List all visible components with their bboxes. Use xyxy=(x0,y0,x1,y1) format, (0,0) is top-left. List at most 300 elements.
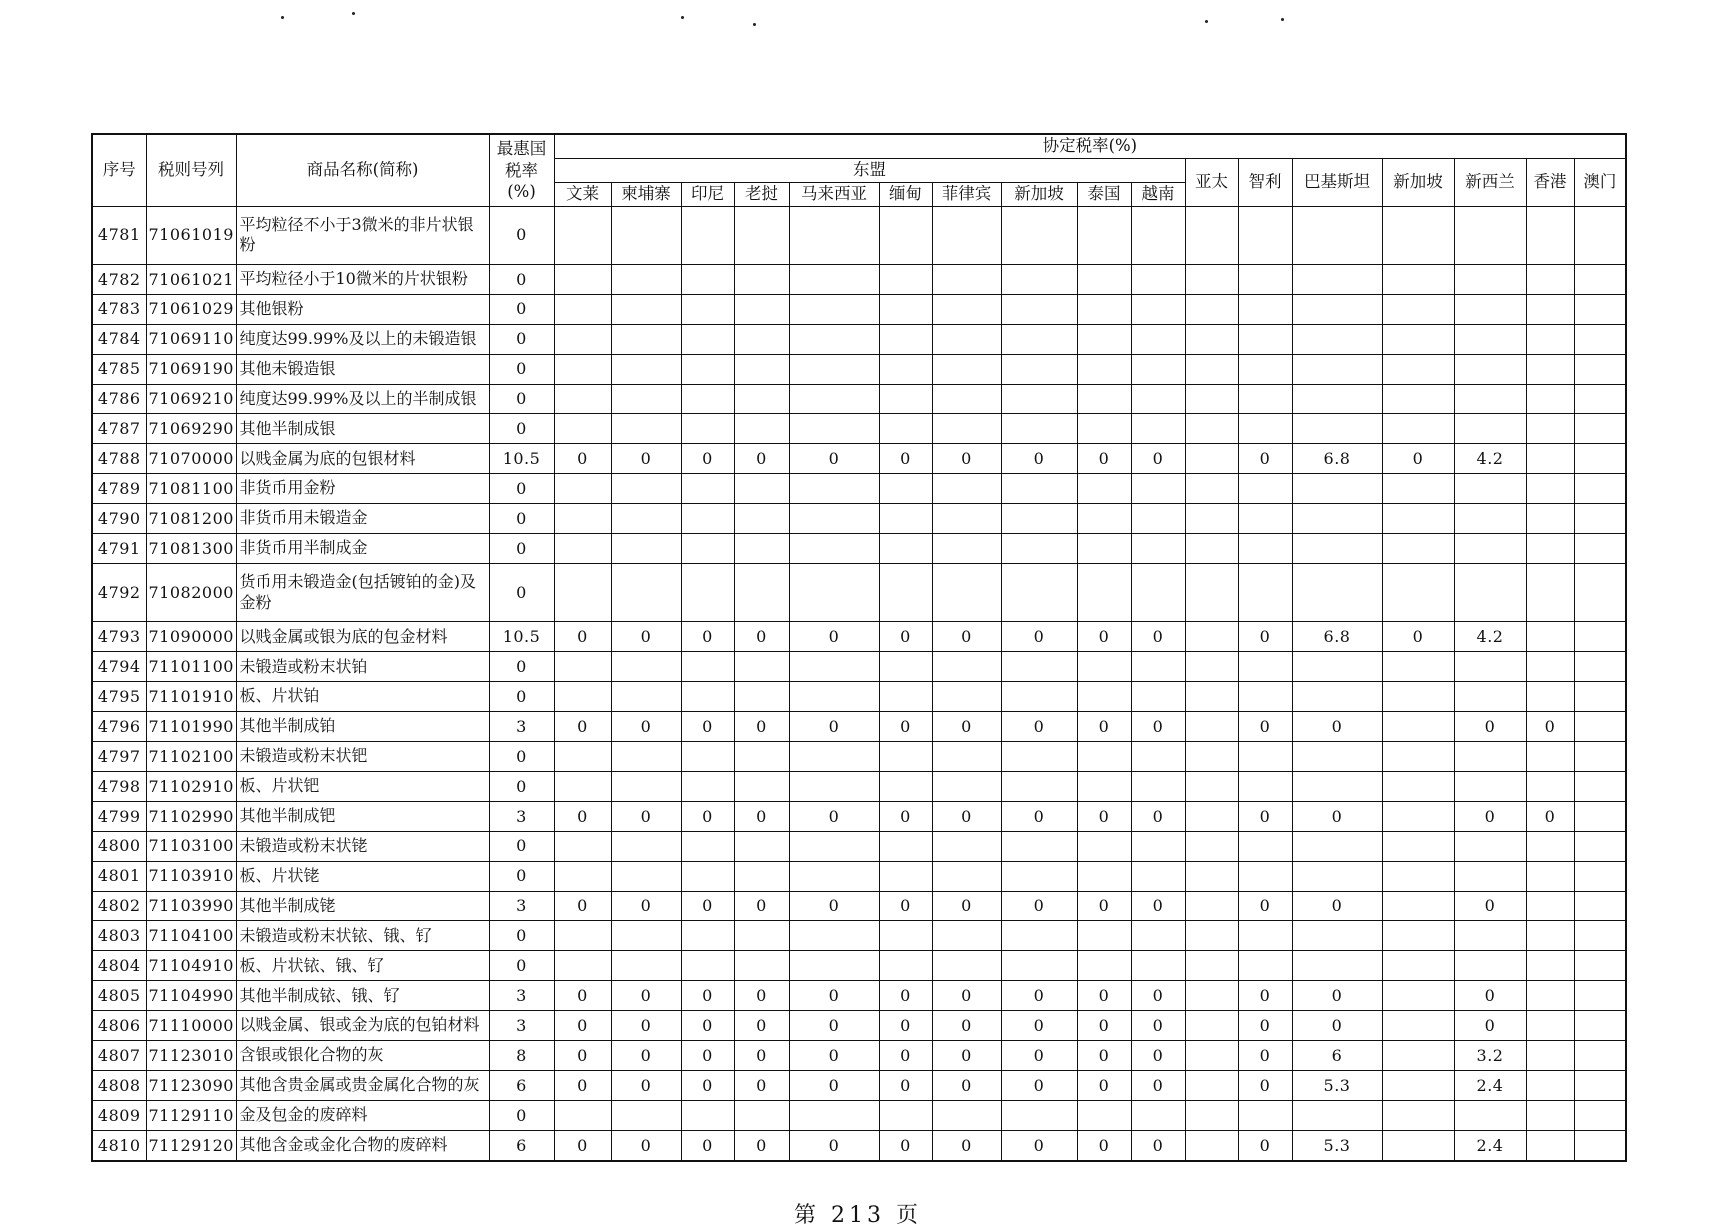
row-seq: 4801 xyxy=(92,861,146,891)
row-mfn-rate: 0 xyxy=(489,534,554,564)
row-asean-rate xyxy=(1001,921,1077,951)
row-mfn-rate: 0 xyxy=(489,682,554,712)
row-asean-rate: 0 xyxy=(879,1041,932,1071)
row-asean-rate: 0 xyxy=(932,801,1001,831)
row-mfn-rate: 3 xyxy=(489,801,554,831)
row-other-rate xyxy=(1238,504,1292,534)
row-name: 金及包金的废碎料 xyxy=(236,1100,489,1130)
row-code: 71104100 xyxy=(146,921,236,951)
row-asean-rate: 0 xyxy=(1077,712,1131,742)
row-other-rate xyxy=(1574,771,1626,801)
row-asean-rate xyxy=(1001,682,1077,712)
row-other-rate xyxy=(1526,1100,1574,1130)
row-seq: 4794 xyxy=(92,652,146,682)
row-seq: 4786 xyxy=(92,384,146,414)
row-asean-rate xyxy=(932,1100,1001,1130)
row-code: 71069190 xyxy=(146,354,236,384)
row-other-rate: 0 xyxy=(1238,1130,1292,1161)
row-other-rate xyxy=(1238,563,1292,621)
row-asean-rate xyxy=(879,474,932,504)
row-other-rate: 0 xyxy=(1238,891,1292,921)
row-asean-rate xyxy=(789,534,879,564)
header-code: 税则号列 xyxy=(146,134,236,206)
row-other-rate xyxy=(1292,414,1382,444)
row-other-rate: 4.2 xyxy=(1454,622,1526,652)
row-other-rate xyxy=(1185,294,1238,324)
row-asean-rate xyxy=(554,324,611,354)
row-asean-rate xyxy=(879,1100,932,1130)
row-seq: 4808 xyxy=(92,1071,146,1101)
row-asean-rate: 0 xyxy=(681,891,734,921)
row-other-rate: 0 xyxy=(1454,801,1526,831)
row-asean-rate xyxy=(1077,206,1131,264)
row-asean-rate xyxy=(1077,414,1131,444)
row-asean-rate xyxy=(789,206,879,264)
row-asean-rate xyxy=(789,384,879,414)
row-asean-rate xyxy=(932,384,1001,414)
row-asean-rate xyxy=(554,921,611,951)
row-asean-rate xyxy=(734,951,789,981)
header-asean-member-3: 老挝 xyxy=(734,182,789,206)
row-asean-rate xyxy=(681,921,734,951)
row-other-rate xyxy=(1382,1130,1454,1161)
row-asean-rate xyxy=(1001,534,1077,564)
row-asean-rate xyxy=(611,771,681,801)
row-asean-rate xyxy=(1131,504,1185,534)
row-other-rate xyxy=(1185,444,1238,474)
row-mfn-rate: 0 xyxy=(489,652,554,682)
row-asean-rate xyxy=(681,384,734,414)
row-asean-rate: 0 xyxy=(734,444,789,474)
row-code: 71061019 xyxy=(146,206,236,264)
row-asean-rate: 0 xyxy=(879,1071,932,1101)
header-name: 商品名称(简称) xyxy=(236,134,489,206)
row-asean-rate: 0 xyxy=(681,712,734,742)
row-other-rate xyxy=(1454,682,1526,712)
row-asean-rate xyxy=(734,474,789,504)
row-other-rate xyxy=(1292,474,1382,504)
row-other-rate xyxy=(1574,1041,1626,1071)
row-asean-rate xyxy=(1077,384,1131,414)
row-asean-rate: 0 xyxy=(1131,444,1185,474)
row-code: 71069210 xyxy=(146,384,236,414)
row-other-rate xyxy=(1292,831,1382,861)
row-asean-rate: 0 xyxy=(932,712,1001,742)
row-other-rate xyxy=(1382,414,1454,444)
row-other-rate xyxy=(1574,831,1626,861)
table-row xyxy=(92,652,1626,682)
row-code: 71129120 xyxy=(146,1130,236,1161)
row-seq: 4802 xyxy=(92,891,146,921)
row-seq: 4810 xyxy=(92,1130,146,1161)
tariff-table xyxy=(91,133,1627,1162)
row-other-rate: 0 xyxy=(1292,1011,1382,1041)
row-other-rate xyxy=(1574,384,1626,414)
row-asean-rate xyxy=(879,534,932,564)
row-asean-rate: 0 xyxy=(1077,622,1131,652)
row-asean-rate xyxy=(932,771,1001,801)
row-other-rate xyxy=(1238,414,1292,444)
row-other-rate xyxy=(1574,921,1626,951)
row-asean-rate xyxy=(932,742,1001,772)
row-asean-rate: 0 xyxy=(681,1071,734,1101)
row-asean-rate xyxy=(879,354,932,384)
row-asean-rate: 0 xyxy=(1001,1041,1077,1071)
row-name: 平均粒径不小于3微米的非片状银粉 xyxy=(236,206,489,264)
row-asean-rate xyxy=(554,771,611,801)
row-other-rate xyxy=(1185,742,1238,772)
row-code: 71103910 xyxy=(146,861,236,891)
table-row xyxy=(92,1041,1626,1071)
row-asean-rate: 0 xyxy=(681,444,734,474)
row-asean-rate xyxy=(879,264,932,294)
row-code: 71110000 xyxy=(146,1011,236,1041)
row-other-rate: 6.8 xyxy=(1292,622,1382,652)
row-other-rate xyxy=(1185,264,1238,294)
row-asean-rate: 0 xyxy=(554,1071,611,1101)
row-asean-rate: 0 xyxy=(681,981,734,1011)
row-other-rate xyxy=(1292,264,1382,294)
row-code: 71081200 xyxy=(146,504,236,534)
row-asean-rate: 0 xyxy=(554,891,611,921)
row-asean-rate xyxy=(554,652,611,682)
row-other-rate xyxy=(1526,682,1574,712)
row-other-rate xyxy=(1382,1100,1454,1130)
row-other-rate xyxy=(1574,1071,1626,1101)
row-other-rate xyxy=(1185,563,1238,621)
row-asean-rate xyxy=(932,534,1001,564)
table-row xyxy=(92,1130,1626,1161)
row-name: 其他半制成银 xyxy=(236,414,489,444)
row-other-rate xyxy=(1185,831,1238,861)
row-other-rate xyxy=(1526,981,1574,1011)
row-asean-rate xyxy=(1077,861,1131,891)
row-code: 71081100 xyxy=(146,474,236,504)
row-asean-rate xyxy=(932,831,1001,861)
row-seq: 4807 xyxy=(92,1041,146,1071)
row-asean-rate xyxy=(734,354,789,384)
row-asean-rate xyxy=(1077,474,1131,504)
row-asean-rate xyxy=(1131,324,1185,354)
row-other-rate xyxy=(1185,682,1238,712)
row-other-rate: 0 xyxy=(1454,981,1526,1011)
row-name: 其他半制成铑 xyxy=(236,891,489,921)
row-other-rate xyxy=(1382,682,1454,712)
table-row xyxy=(92,1011,1626,1041)
row-asean-rate: 0 xyxy=(1001,891,1077,921)
row-mfn-rate: 0 xyxy=(489,921,554,951)
row-mfn-rate: 0 xyxy=(489,861,554,891)
row-other-rate xyxy=(1454,206,1526,264)
row-name: 平均粒径小于10微米的片状银粉 xyxy=(236,264,489,294)
row-asean-rate: 0 xyxy=(734,1011,789,1041)
row-asean-rate: 0 xyxy=(734,891,789,921)
row-code: 71103100 xyxy=(146,831,236,861)
row-asean-rate: 0 xyxy=(1131,891,1185,921)
row-asean-rate xyxy=(681,206,734,264)
row-other-rate xyxy=(1292,504,1382,534)
row-other-rate: 5.3 xyxy=(1292,1130,1382,1161)
row-asean-rate xyxy=(789,563,879,621)
row-asean-rate xyxy=(734,652,789,682)
row-other-rate xyxy=(1185,384,1238,414)
row-asean-rate: 0 xyxy=(734,712,789,742)
row-asean-rate xyxy=(932,921,1001,951)
row-other-rate: 0 xyxy=(1526,712,1574,742)
row-other-rate xyxy=(1574,206,1626,264)
table-row xyxy=(92,712,1626,742)
scan-speck xyxy=(681,16,684,19)
row-other-rate xyxy=(1454,861,1526,891)
row-other-rate xyxy=(1238,534,1292,564)
row-other-rate xyxy=(1185,801,1238,831)
row-asean-rate xyxy=(789,921,879,951)
table-row xyxy=(92,1071,1626,1101)
row-other-rate xyxy=(1574,1011,1626,1041)
header-asean-member-2: 印尼 xyxy=(681,182,734,206)
row-asean-rate xyxy=(734,682,789,712)
row-other-rate xyxy=(1526,921,1574,951)
row-name: 其他半制成铂 xyxy=(236,712,489,742)
row-asean-rate xyxy=(789,1100,879,1130)
row-other-rate xyxy=(1382,563,1454,621)
row-asean-rate: 0 xyxy=(554,1130,611,1161)
row-asean-rate xyxy=(734,414,789,444)
row-name: 以贱金属或银为底的包金材料 xyxy=(236,622,489,652)
header-asean-member-5: 缅甸 xyxy=(879,182,932,206)
row-other-rate xyxy=(1526,771,1574,801)
row-name: 板、片状铱、锇、钌 xyxy=(236,951,489,981)
row-name: 纯度达99.99%及以上的未锻造银 xyxy=(236,324,489,354)
row-asean-rate xyxy=(879,504,932,534)
row-other-rate xyxy=(1382,474,1454,504)
row-other-rate xyxy=(1574,294,1626,324)
row-asean-rate xyxy=(611,354,681,384)
row-asean-rate xyxy=(1001,294,1077,324)
row-asean-rate: 0 xyxy=(1077,1041,1131,1071)
row-asean-rate: 0 xyxy=(932,981,1001,1011)
row-asean-rate: 0 xyxy=(789,712,879,742)
row-asean-rate: 0 xyxy=(734,801,789,831)
table-row xyxy=(92,534,1626,564)
row-mfn-rate: 10.5 xyxy=(489,444,554,474)
row-asean-rate: 0 xyxy=(1131,1041,1185,1071)
row-other-rate xyxy=(1238,1100,1292,1130)
row-other-rate: 0 xyxy=(1292,712,1382,742)
row-other-rate xyxy=(1574,891,1626,921)
row-asean-rate xyxy=(1001,504,1077,534)
row-seq: 4797 xyxy=(92,742,146,772)
row-asean-rate xyxy=(932,354,1001,384)
row-other-rate xyxy=(1185,771,1238,801)
row-asean-rate: 0 xyxy=(789,1071,879,1101)
row-seq: 4787 xyxy=(92,414,146,444)
row-name: 非货币用未锻造金 xyxy=(236,504,489,534)
row-other-rate xyxy=(1382,981,1454,1011)
row-asean-rate xyxy=(734,563,789,621)
row-asean-rate xyxy=(879,414,932,444)
row-other-rate: 5.3 xyxy=(1292,1071,1382,1101)
row-asean-rate: 0 xyxy=(1077,444,1131,474)
row-asean-rate xyxy=(932,563,1001,621)
row-other-rate xyxy=(1382,264,1454,294)
header-mfn-line2: 税率 xyxy=(505,160,538,180)
row-asean-rate: 0 xyxy=(789,1011,879,1041)
row-asean-rate xyxy=(734,324,789,354)
row-asean-rate xyxy=(1131,861,1185,891)
row-asean-rate xyxy=(554,206,611,264)
row-asean-rate: 0 xyxy=(789,444,879,474)
row-asean-rate xyxy=(789,354,879,384)
row-asean-rate: 0 xyxy=(932,444,1001,474)
row-other-rate xyxy=(1238,324,1292,354)
table-row xyxy=(92,861,1626,891)
row-other-rate xyxy=(1574,324,1626,354)
row-asean-rate: 0 xyxy=(554,1041,611,1071)
row-other-rate xyxy=(1574,712,1626,742)
row-other-rate xyxy=(1382,861,1454,891)
row-other-rate xyxy=(1526,831,1574,861)
row-asean-rate xyxy=(1001,742,1077,772)
row-asean-rate xyxy=(554,534,611,564)
table-row xyxy=(92,414,1626,444)
row-other-rate xyxy=(1185,921,1238,951)
row-other-rate: 0 xyxy=(1238,622,1292,652)
header-asean-member-7: 新加坡 xyxy=(1001,182,1077,206)
row-asean-rate xyxy=(1077,534,1131,564)
row-mfn-rate: 6 xyxy=(489,1130,554,1161)
row-asean-rate xyxy=(1131,294,1185,324)
row-other-rate xyxy=(1526,384,1574,414)
row-asean-rate: 0 xyxy=(611,1071,681,1101)
scan-speck xyxy=(753,23,756,26)
row-asean-rate xyxy=(681,951,734,981)
row-asean-rate xyxy=(879,771,932,801)
header-seq: 序号 xyxy=(92,134,146,206)
row-asean-rate: 0 xyxy=(879,1130,932,1161)
row-asean-rate xyxy=(611,861,681,891)
row-other-rate xyxy=(1574,622,1626,652)
row-asean-rate xyxy=(1077,682,1131,712)
row-asean-rate: 0 xyxy=(789,801,879,831)
row-other-rate xyxy=(1238,474,1292,504)
row-asean-rate xyxy=(681,264,734,294)
row-asean-rate: 0 xyxy=(932,1041,1001,1071)
row-asean-rate xyxy=(932,324,1001,354)
row-asean-rate xyxy=(789,414,879,444)
header-asean-member-1: 柬埔寨 xyxy=(611,182,681,206)
row-other-rate xyxy=(1382,504,1454,534)
row-code: 71061029 xyxy=(146,294,236,324)
row-name: 非货币用金粉 xyxy=(236,474,489,504)
header-other-5: 香港 xyxy=(1526,158,1574,206)
row-asean-rate xyxy=(932,414,1001,444)
row-asean-rate xyxy=(1131,474,1185,504)
row-other-rate xyxy=(1574,1130,1626,1161)
row-other-rate xyxy=(1382,384,1454,414)
row-asean-rate xyxy=(1001,354,1077,384)
table-row xyxy=(92,384,1626,414)
table-row xyxy=(92,354,1626,384)
row-other-rate xyxy=(1238,771,1292,801)
row-seq: 4783 xyxy=(92,294,146,324)
row-other-rate xyxy=(1292,294,1382,324)
row-other-rate xyxy=(1454,414,1526,444)
row-other-rate: 6.8 xyxy=(1292,444,1382,474)
row-asean-rate xyxy=(789,294,879,324)
row-asean-rate: 0 xyxy=(734,1071,789,1101)
header-asean-member-8: 泰国 xyxy=(1077,182,1131,206)
row-mfn-rate: 0 xyxy=(489,504,554,534)
row-other-rate xyxy=(1292,1100,1382,1130)
row-asean-rate xyxy=(879,324,932,354)
header-agreement-rate: 协定税率(%) xyxy=(554,134,1626,158)
row-name: 其他半制成铱、锇、钌 xyxy=(236,981,489,1011)
row-other-rate xyxy=(1382,294,1454,324)
table-row xyxy=(92,294,1626,324)
row-other-rate xyxy=(1526,563,1574,621)
row-asean-rate xyxy=(789,474,879,504)
row-asean-rate: 0 xyxy=(789,1130,879,1161)
row-asean-rate xyxy=(1131,206,1185,264)
row-asean-rate xyxy=(1001,1100,1077,1130)
row-other-rate xyxy=(1382,354,1454,384)
row-other-rate xyxy=(1526,206,1574,264)
row-other-rate xyxy=(1185,206,1238,264)
row-mfn-rate: 3 xyxy=(489,712,554,742)
row-mfn-rate: 3 xyxy=(489,981,554,1011)
row-asean-rate xyxy=(1001,414,1077,444)
row-asean-rate xyxy=(681,861,734,891)
row-other-rate xyxy=(1292,652,1382,682)
row-mfn-rate: 3 xyxy=(489,1011,554,1041)
row-asean-rate xyxy=(1077,264,1131,294)
row-code: 71101990 xyxy=(146,712,236,742)
row-other-rate xyxy=(1382,1041,1454,1071)
row-asean-rate xyxy=(611,206,681,264)
row-asean-rate xyxy=(681,563,734,621)
row-code: 71090000 xyxy=(146,622,236,652)
row-other-rate xyxy=(1238,354,1292,384)
row-other-rate xyxy=(1382,1071,1454,1101)
row-other-rate: 6 xyxy=(1292,1041,1382,1071)
row-other-rate: 0 xyxy=(1382,622,1454,652)
row-asean-rate: 0 xyxy=(611,1011,681,1041)
row-asean-rate xyxy=(932,264,1001,294)
row-other-rate xyxy=(1292,861,1382,891)
row-mfn-rate: 0 xyxy=(489,742,554,772)
row-other-rate xyxy=(1185,414,1238,444)
row-asean-rate xyxy=(611,831,681,861)
row-other-rate xyxy=(1382,534,1454,564)
row-name: 未锻造或粉末状钯 xyxy=(236,742,489,772)
row-asean-rate xyxy=(611,414,681,444)
row-other-rate: 0 xyxy=(1454,891,1526,921)
row-asean-rate xyxy=(734,861,789,891)
row-other-rate xyxy=(1292,682,1382,712)
row-asean-rate xyxy=(554,354,611,384)
table-row xyxy=(92,1100,1626,1130)
row-other-rate xyxy=(1238,264,1292,294)
row-other-rate xyxy=(1185,354,1238,384)
row-asean-rate xyxy=(879,682,932,712)
row-asean-rate xyxy=(789,951,879,981)
row-asean-rate xyxy=(789,831,879,861)
header-other-1: 智利 xyxy=(1238,158,1292,206)
row-other-rate xyxy=(1382,712,1454,742)
row-other-rate: 0 xyxy=(1292,981,1382,1011)
row-other-rate: 3.2 xyxy=(1454,1041,1526,1071)
